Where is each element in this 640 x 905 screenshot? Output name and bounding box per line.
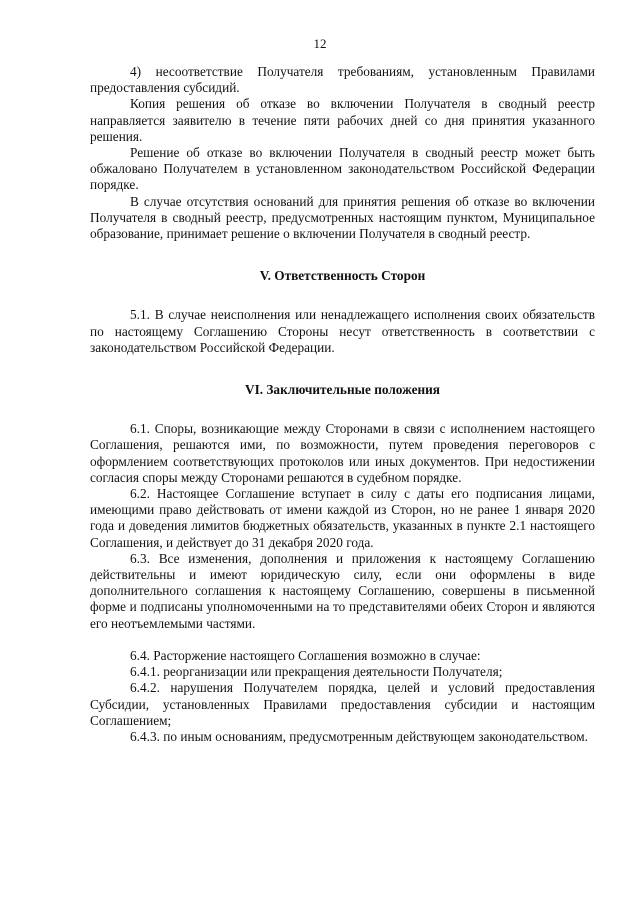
paragraph-6-4-3: 6.4.3. по иным основаниям, предусмотренным действующем законодательством. — [130, 728, 588, 744]
paragraph-6-1: 6.1. Споры, возникающие между Сторонами в связи с исполнением настоящего Соглашения, решаются ими, по возможности, путем проведения переговоров с оформлением соответствующих протоколов или иных документов. При недостижении согласия споры между Сторонами решаются в судебном порядке. — [90, 421, 595, 485]
document-body — [90, 64, 595, 745]
paragraph-6-2: 6.2. Настоящее Соглашение вступает в силу с даты его подписания лицами, имеющими право действовать от имени каждой из Сторон, но не ранее 1 января 2020 года и доведения лимитов бюджетных обязательств, указанных в пункте 2.1 настоящего Соглашения, и действует до 31 декабря 2020 года. — [90, 486, 595, 550]
paragraph-inclusion-decision: В случае отсутствия оснований для принятия решения об отказе во включении Получателя в сводный реестр, предусмотренных настоящим пунктом, Муниципальное образование, принимает решение о включении Получателя в сводный реестр. — [90, 193, 595, 242]
paragraph-appeal: Решение об отказе во включении Получателя в сводный реестр может быть обжаловано Получателем в установленном законодательством Российской Федерации порядке. — [90, 145, 595, 193]
paragraph-6-4: 6.4. Расторжение настоящего Соглашения возможно в случае: — [130, 647, 481, 663]
paragraph-6-3: 6.3. Все изменения, дополнения и приложения к настоящему Соглашению действительны и имеют юридическую силу, если они оформлены в виде дополнительного соглашения к настоящему Соглашению, совершены в письменной форме и подписаны уполномоченными на то представителями обеих Сторон и являются его неотъемлемыми частями. — [90, 550, 595, 631]
paragraph-copy-of-refusal: Копия решения об отказе во включении Получателя в сводный реестр направляется заявителю в течение пяти рабочих дней со дня принятия указанного решения. — [90, 96, 595, 144]
paragraph-6-4-2: 6.4.2. нарушения Получателем порядка, целей и условий предоставления Субсидии, установленных Правилами предоставления субсидии и настоящим Соглашением; — [90, 680, 595, 728]
page-number: 12 — [313, 36, 327, 51]
paragraph-6-4-1: 6.4.1. реорганизации или прекращения деятельности Получателя; — [130, 664, 503, 680]
paragraph-5-1: 5.1. В случае неисполнения или ненадлежащего исполнения своих обязательств по настоящему Соглашению Стороны несут ответственность в соответствии с законодательством Российской Федерации. — [90, 307, 595, 355]
section-6-heading: VI. Заключительные положения — [244, 382, 441, 398]
paragraph-item-4: 4) несоответствие Получателя требованиям, установленным Правилами предоставления субсидий. — [90, 64, 595, 96]
section-5-heading: V. Ответственность Сторон — [259, 268, 426, 284]
